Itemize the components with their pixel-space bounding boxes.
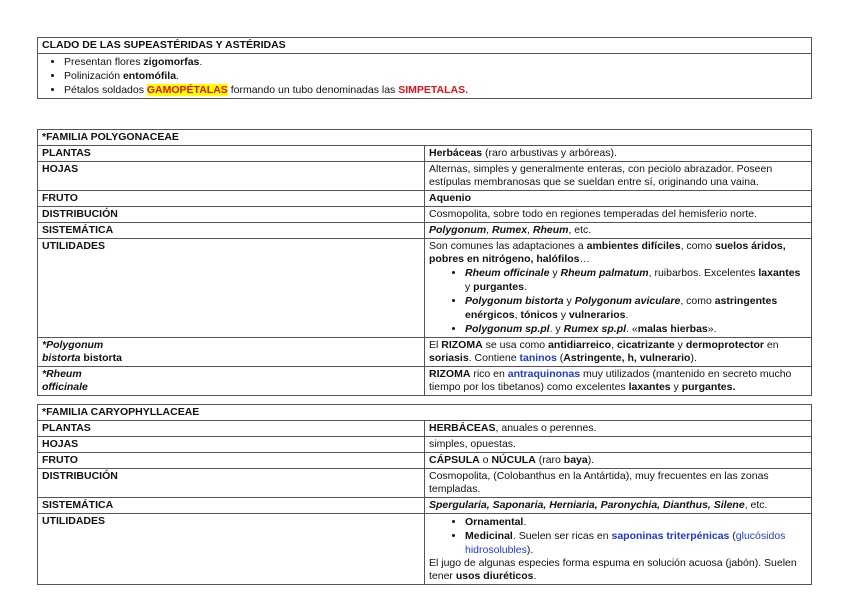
bold-text: CÁPSULA	[429, 454, 480, 466]
bold-text: Herbáceas	[429, 147, 483, 159]
text: . Contiene	[468, 352, 520, 364]
bold-text: suelos áridos, pobres en nitrógeno, halófilos	[429, 240, 786, 265]
text: ».	[707, 323, 717, 335]
bold-text: zigomorfas	[143, 56, 200, 68]
text: (	[556, 352, 564, 364]
distribucion-value: Cosmopolita, sobre todo en regiones temperadas del hemisferio norte.	[425, 207, 812, 223]
clado-items-cell	[38, 54, 812, 99]
row-label-polygonum-bistorta	[38, 338, 425, 367]
list-item	[465, 294, 807, 322]
text: y	[670, 381, 682, 393]
text: (raro arbustivas y arbóreas).	[482, 147, 617, 159]
bold-text: RIZOMA	[429, 368, 471, 380]
species-name: Polygonum sp.pl	[465, 323, 550, 335]
bold-text: baya	[563, 454, 588, 466]
list-item	[64, 55, 807, 69]
highlighted-text: GAMOPÉTALAS	[146, 84, 228, 96]
species-name: officinale	[42, 381, 88, 393]
list-item	[465, 529, 807, 557]
bold-text: HERBÁCEAS	[429, 422, 496, 434]
blue-text: saponinas triterpénicas	[611, 530, 730, 542]
species-name: Polygonum aviculare	[574, 295, 681, 307]
clado-table	[37, 37, 812, 99]
list-item	[64, 69, 807, 83]
row-label-rheum-officinale	[38, 367, 425, 396]
text: y	[465, 281, 474, 293]
text: Pétalos soldados	[64, 84, 147, 96]
bold-text: entomófila	[122, 70, 177, 82]
species-name: Polygonum bistorta	[465, 295, 564, 307]
text: ).	[526, 544, 534, 556]
text: (	[729, 530, 736, 542]
fruto-value	[425, 453, 812, 469]
utilidades-intro	[429, 240, 807, 266]
utilidades-list	[429, 266, 807, 336]
bold-text: NÚCULA	[491, 454, 536, 466]
bold-text: Ornamental	[465, 516, 524, 528]
row-label-sistematica: SISTEMÁTICA	[38, 498, 425, 514]
genus-name: Polygonum	[429, 224, 487, 236]
bold-text: purgantes.	[681, 381, 736, 393]
genus-name: Rheum	[532, 224, 569, 236]
text: en	[764, 339, 779, 351]
text: Son comunes las adaptaciones a	[429, 240, 587, 252]
species-name: bistorta	[42, 352, 81, 364]
row-label-distribucion: DISTRIBUCIÓN	[38, 207, 425, 223]
polygonaceae-title: *FAMILIA POLYGONACEAE	[38, 130, 812, 146]
list-item	[465, 266, 807, 294]
bold-text: usos diuréticos	[455, 570, 534, 582]
text: , anuales o perennes.	[495, 422, 597, 434]
text: rico en	[470, 368, 508, 380]
text: (raro	[535, 454, 564, 466]
list-item	[64, 83, 807, 97]
text: El jugo de algunas especies forma espuma en solución acuosa (jabón). Suelen tener	[429, 557, 797, 582]
text: . y	[549, 323, 564, 335]
bold-text: soriasis	[429, 352, 469, 364]
bold-text: vulnerarios	[568, 309, 626, 321]
text: y	[549, 267, 561, 279]
text: Polinización	[64, 70, 123, 82]
genus-names: Spergularia, Saponaria, Herniaria, Paronychia, Dianthus, Silene	[429, 499, 745, 511]
list-item	[465, 515, 807, 529]
text: , ruibarbos. Excelentes	[648, 267, 759, 279]
row-label-plantas: PLANTAS	[38, 421, 425, 437]
text: y	[557, 309, 569, 321]
rheum-officinale-value	[425, 367, 812, 396]
sistematica-value	[425, 223, 812, 239]
bold-text: RIZOMA	[441, 339, 483, 351]
hojas-value: Alternas, simples y generalmente enteras, con peciolo abrazador. Poseen estípulas membranosas que se sueldan entre sí, originando una vaina.	[425, 162, 812, 191]
species-name: *Rheum	[42, 368, 82, 380]
text: muy utilizados (mantenido en secreto mucho tiempo por los tibetanos) como excelentes	[429, 368, 792, 393]
text: .	[176, 70, 179, 82]
text: . Suelen ser ricas en	[512, 530, 612, 542]
text: El	[429, 339, 442, 351]
species-name: Rheum palmatum	[560, 267, 649, 279]
blue-text: antraquinonas	[507, 368, 581, 380]
text: Presentan flores	[64, 56, 144, 68]
text: .	[625, 309, 629, 321]
utilidades-note	[429, 557, 807, 583]
fruto-value: Aquenio	[425, 191, 812, 207]
bold-text: tónicos	[520, 309, 558, 321]
text: …	[579, 253, 591, 265]
text: ).	[690, 352, 697, 364]
text: , como	[680, 295, 715, 307]
text: . «	[626, 323, 638, 335]
bold-text: Astringente, h, vulnerario	[563, 352, 691, 364]
species-name: *Polygonum	[42, 339, 104, 351]
blue-text: taninos	[519, 352, 557, 364]
text: y	[563, 295, 575, 307]
row-label-distribucion: DISTRIBUCIÓN	[38, 469, 425, 498]
bold-text: laxantes	[628, 381, 671, 393]
text: , etc.	[568, 224, 592, 236]
row-label-hojas: HOJAS	[38, 437, 425, 453]
text: , como	[680, 240, 715, 252]
distribucion-value: Cosmopolita, (Colobanthus en la Antártida), muy frecuentes en las zonas templadas.	[425, 469, 812, 498]
bold-text: purgantes	[473, 281, 524, 293]
species-name: Rumex sp.pl	[563, 323, 627, 335]
row-label-fruto: FRUTO	[38, 453, 425, 469]
red-text: SIMPETALAS.	[398, 84, 469, 96]
text: ,	[486, 224, 493, 236]
utilidades-list	[429, 515, 807, 557]
bold-text: Medicinal	[465, 530, 513, 542]
utilidades-value	[425, 514, 812, 585]
list-item	[465, 322, 807, 336]
caryophyllaceae-table	[37, 404, 812, 585]
species-name: Rheum officinale	[465, 267, 550, 279]
bold-text: astringentes enérgicos	[465, 295, 778, 321]
text: ,	[514, 309, 521, 321]
text: se usa como	[482, 339, 549, 351]
genus-name: Rumex	[492, 224, 528, 236]
row-label-utilidades: UTILIDADES	[38, 239, 425, 338]
text: y	[674, 339, 686, 351]
plantas-value	[425, 421, 812, 437]
sistematica-value	[425, 498, 812, 514]
plantas-value	[425, 146, 812, 162]
polygonum-bistorta-value	[425, 338, 812, 367]
text: bistorta	[80, 352, 122, 364]
row-label-sistematica: SISTEMÁTICA	[38, 223, 425, 239]
text: o	[479, 454, 492, 466]
text: ,	[527, 224, 533, 236]
text: .	[523, 281, 527, 293]
polygonaceae-table	[37, 129, 812, 396]
blue-text: glucósidos hidrosolubles	[465, 530, 786, 556]
text: , etc.	[744, 499, 768, 511]
text: .	[523, 516, 527, 528]
text: ,	[611, 339, 617, 351]
utilidades-value	[425, 239, 812, 338]
bold-text: dermoprotector	[685, 339, 764, 351]
row-label-plantas: PLANTAS	[38, 146, 425, 162]
row-label-utilidades: UTILIDADES	[38, 514, 425, 585]
row-label-hojas: HOJAS	[38, 162, 425, 191]
caryophyllaceae-title: *FAMILIA CARYOPHYLLACEAE	[38, 405, 812, 421]
bold-text: ambientes difíciles	[586, 240, 681, 252]
bold-text: malas hierbas	[637, 323, 708, 335]
text: .	[533, 570, 537, 582]
clado-list	[42, 55, 807, 97]
bold-text: antidiarreico	[548, 339, 612, 351]
bold-text: cicatrizante	[616, 339, 675, 351]
text: .	[199, 56, 203, 68]
text: formando un tubo denominadas las	[227, 84, 399, 96]
hojas-value: simples, opuestas.	[425, 437, 812, 453]
row-label-fruto: FRUTO	[38, 191, 425, 207]
clado-title: CLADO DE LAS SUPEASTÉRIDAS Y ASTÉRIDAS	[38, 38, 812, 54]
bold-text: laxantes	[758, 267, 801, 279]
text: ).	[587, 454, 595, 466]
